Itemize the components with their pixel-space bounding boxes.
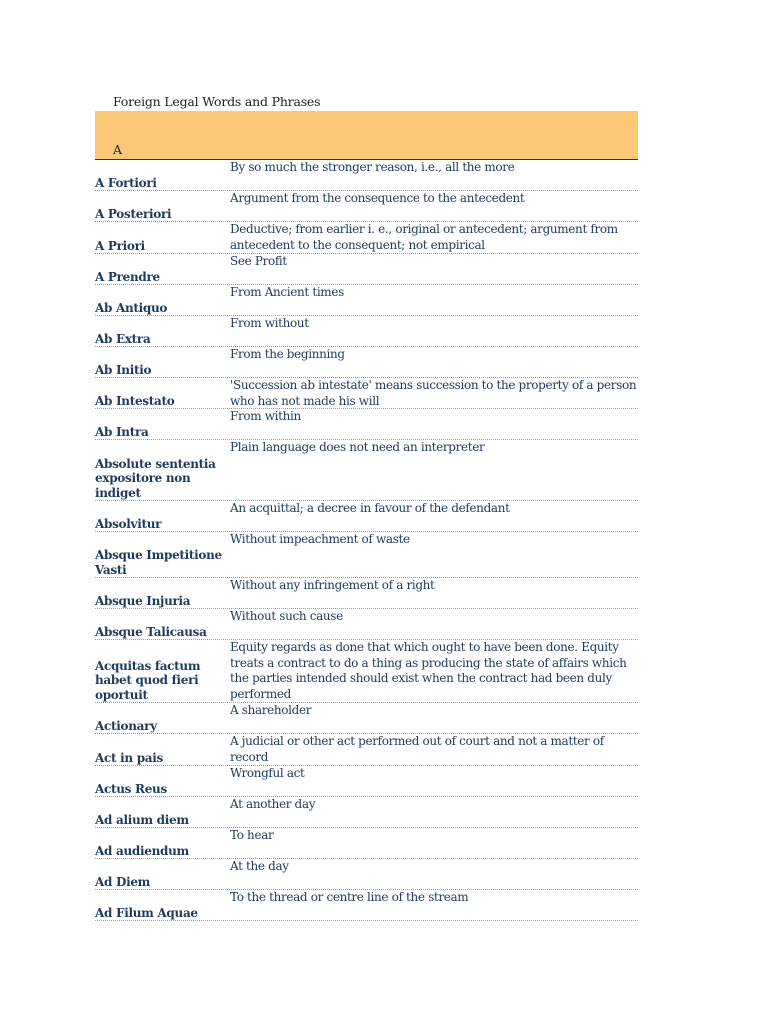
glossary-term: Absolute sententia expositore non indiget <box>95 456 216 500</box>
glossary-term: Ab Intra <box>95 424 149 439</box>
glossary-term: Ab Antiquo <box>95 300 168 315</box>
glossary-definition: From Ancient times <box>230 285 344 299</box>
glossary-term: Ad alium diem <box>95 812 189 827</box>
glossary-definition: At the day <box>230 859 289 873</box>
glossary-term: Ab Intestato <box>95 393 175 408</box>
glossary-row <box>95 254 638 285</box>
glossary-row <box>95 703 638 734</box>
glossary-term: Ab Initio <box>95 362 152 377</box>
glossary-row <box>95 828 638 859</box>
glossary-term: Ab Extra <box>95 331 151 346</box>
glossary-definition: Without any infringement of a right <box>230 578 435 592</box>
glossary-term: Absque Impetitione Vasti <box>95 548 222 577</box>
glossary-row <box>95 532 638 578</box>
glossary-term: A Prendre <box>95 269 160 284</box>
glossary-definition: From the beginning <box>230 347 345 361</box>
glossary-term: Acquitas factum habet quod fieri oportuit <box>95 658 201 702</box>
glossary-row <box>95 797 638 828</box>
glossary-row <box>95 285 638 316</box>
glossary-row <box>95 160 638 191</box>
glossary-term: Absolvitur <box>95 516 162 531</box>
glossary-term: A Posteriori <box>95 206 172 221</box>
glossary-definition: Without such cause <box>230 609 343 623</box>
glossary-term: A Priori <box>95 238 145 253</box>
glossary-row <box>95 859 638 890</box>
glossary-row <box>95 191 638 222</box>
glossary-definition: To the thread or centre line of the stream <box>230 890 469 904</box>
glossary-definition: Plain language does not need an interpreter <box>230 440 485 454</box>
glossary-term: A Fortiori <box>95 175 157 190</box>
glossary-definition: See Profit <box>230 254 287 268</box>
glossary-term: Absque Injuria <box>95 593 191 608</box>
glossary-row <box>95 222 638 254</box>
glossary-row <box>95 347 638 378</box>
glossary-definition: 'Succession ab intestate' means succession to the property of a person who has not made his will <box>230 378 637 408</box>
glossary-term: Actionary <box>95 718 157 733</box>
glossary-definition: At another day <box>230 797 316 811</box>
glossary-definition: Without impeachment of waste <box>230 532 410 546</box>
glossary-row <box>95 609 638 640</box>
section-header-band <box>95 111 638 160</box>
glossary-definition: Wrongful act <box>230 766 305 780</box>
glossary-row <box>95 440 638 501</box>
glossary-definition: Argument from the consequence to the antecedent <box>230 191 525 205</box>
glossary-row <box>95 409 638 440</box>
section-letter: A <box>113 142 123 157</box>
glossary-term: Act in pais <box>95 750 163 765</box>
glossary-row <box>95 640 638 703</box>
glossary-term: Actus Reus <box>95 781 167 796</box>
glossary-definition: To hear <box>230 828 274 842</box>
glossary-term: Ad Filum Aquae <box>95 905 198 920</box>
glossary-row <box>95 766 638 797</box>
glossary-row <box>95 734 638 766</box>
glossary-definition: Equity regards as done that which ought to have been done. Equity treats a contract to do a thing as producing the state of affairs which the parties intended should exist when the contract had been duly performed <box>230 640 627 701</box>
glossary-definition: From within <box>230 409 301 423</box>
glossary-definition: A judicial or other act performed out of court and not a matter of record <box>230 734 604 764</box>
glossary-definition: By so much the stronger reason, i.e., all the more <box>230 160 515 174</box>
glossary-term: Ad Diem <box>95 874 151 889</box>
glossary-table <box>95 160 638 921</box>
glossary-term: Absque Talicausa <box>95 624 207 639</box>
glossary-definition: Deductive; from earlier i. e., original or antecedent; argument from antecedent to the consequent; not empirical <box>230 222 618 252</box>
glossary-row <box>95 316 638 347</box>
glossary-term: Ad audiendum <box>95 843 189 858</box>
glossary-definition: From without <box>230 316 309 330</box>
document-title: Foreign Legal Words and Phrases <box>113 94 321 109</box>
glossary-row <box>95 501 638 532</box>
glossary-row <box>95 378 638 409</box>
glossary-row <box>95 890 638 921</box>
glossary-definition: An acquittal; a decree in favour of the defendant <box>230 501 510 515</box>
glossary-row <box>95 578 638 609</box>
glossary-definition: A shareholder <box>230 703 312 717</box>
